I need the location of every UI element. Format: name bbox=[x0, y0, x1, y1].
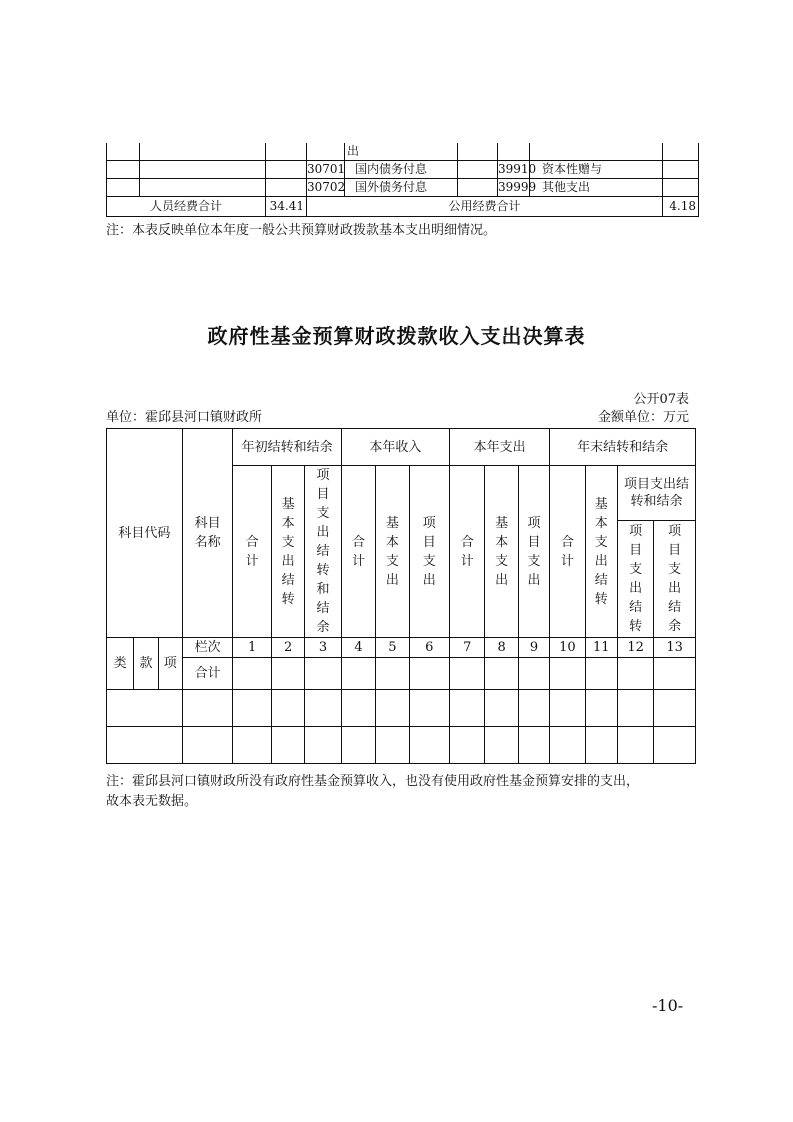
top-table-note: 注：本表反映单位本年度一般公共预算财政拨款基本支出明细情况。 bbox=[106, 223, 497, 238]
header-total: 合计 bbox=[233, 466, 271, 638]
header-project-carry: 项目支出结转和结余 bbox=[305, 466, 341, 638]
table-row bbox=[107, 179, 699, 197]
header-closing-balance: 年末结转和结余 bbox=[550, 429, 696, 466]
fund-budget-table bbox=[106, 428, 696, 764]
column-number: 2 bbox=[271, 638, 304, 658]
column-number-label: 栏次 bbox=[182, 638, 233, 658]
column-number: 3 bbox=[305, 638, 341, 658]
header-project-expense: 项目支出 bbox=[409, 466, 449, 638]
totals-row bbox=[107, 197, 699, 217]
table-row bbox=[107, 143, 699, 161]
header-row bbox=[107, 429, 696, 466]
unit-label: 单位：霍邱县河口镇财政所 bbox=[106, 410, 263, 425]
header-basic-expense: 基本支出 bbox=[376, 466, 409, 638]
header-subject-name: 科目名称 bbox=[182, 429, 233, 638]
header-opening-balance: 年初结转和结余 bbox=[233, 429, 341, 466]
expense-code-cell: 30702 bbox=[307, 179, 345, 197]
column-number: 5 bbox=[376, 638, 409, 658]
header-project-surplus: 项目支出结余 bbox=[654, 520, 696, 637]
column-number: 4 bbox=[341, 638, 375, 658]
currency-unit-label: 金额单位：万元 bbox=[597, 410, 689, 425]
expense-name-cell: 国内债务付息 bbox=[345, 161, 458, 179]
column-number: 10 bbox=[550, 638, 585, 658]
basic-expense-detail-table-fragment bbox=[106, 143, 699, 217]
column-number: 7 bbox=[450, 638, 485, 658]
column-number: 12 bbox=[617, 638, 653, 658]
column-number: 1 bbox=[233, 638, 271, 658]
header-class: 类 bbox=[107, 638, 134, 690]
header-project-carry-only: 项目支出结转 bbox=[617, 520, 653, 637]
table-row bbox=[107, 690, 696, 727]
header-current-expense: 本年支出 bbox=[450, 429, 550, 466]
column-number: 6 bbox=[409, 638, 449, 658]
header-total: 合计 bbox=[341, 466, 375, 638]
expense-code-cell: 39910 bbox=[498, 161, 530, 179]
expense-name-cell: 出 bbox=[345, 143, 458, 161]
table-row bbox=[107, 658, 696, 690]
table-note-line-1: 注：霍邱县河口镇财政所没有政府性基金预算收入，也没有使用政府性基金预算安排的支出， bbox=[106, 774, 640, 789]
page-number: -10- bbox=[652, 996, 684, 1015]
table-row bbox=[107, 727, 696, 764]
expense-name-cell: 其他支出 bbox=[530, 179, 663, 197]
header-project-group: 项目支出结转和结余 bbox=[617, 466, 695, 521]
column-number: 11 bbox=[585, 638, 617, 658]
column-number-row bbox=[107, 638, 696, 658]
expense-code-cell: 39999 bbox=[498, 179, 530, 197]
header-basic-carry: 基本支出结转 bbox=[271, 466, 304, 638]
header-basic-carry: 基本支出结转 bbox=[585, 466, 617, 638]
header-item: 项 bbox=[158, 638, 182, 690]
column-number: 13 bbox=[654, 638, 696, 658]
personnel-total-value: 34.41 bbox=[266, 197, 307, 217]
page-title: 政府性基金预算财政拨款收入支出决算表 bbox=[207, 324, 586, 348]
header-project-expense: 项目支出 bbox=[518, 466, 549, 638]
table-note-line-2: 故本表无数据。 bbox=[106, 794, 198, 809]
form-number: 公开07表 bbox=[633, 392, 689, 407]
column-number: 8 bbox=[485, 638, 518, 658]
expense-code-cell: 30701 bbox=[307, 161, 345, 179]
header-section: 款 bbox=[134, 638, 158, 690]
expense-name-cell: 资本性赠与 bbox=[530, 161, 663, 179]
expense-name-cell: 国外债务付息 bbox=[345, 179, 458, 197]
column-number: 9 bbox=[518, 638, 549, 658]
public-total-value: 4.18 bbox=[663, 197, 699, 217]
header-total: 合计 bbox=[550, 466, 585, 638]
personnel-total-label: 人员经费合计 bbox=[107, 197, 266, 217]
header-subject-code: 科目代码 bbox=[107, 429, 183, 638]
header-basic-expense: 基本支出 bbox=[485, 466, 518, 638]
header-current-income: 本年收入 bbox=[341, 429, 449, 466]
public-total-label: 公用经费合计 bbox=[307, 197, 663, 217]
row-total-label: 合计 bbox=[182, 658, 233, 690]
header-total: 合计 bbox=[450, 466, 485, 638]
table-row bbox=[107, 161, 699, 179]
